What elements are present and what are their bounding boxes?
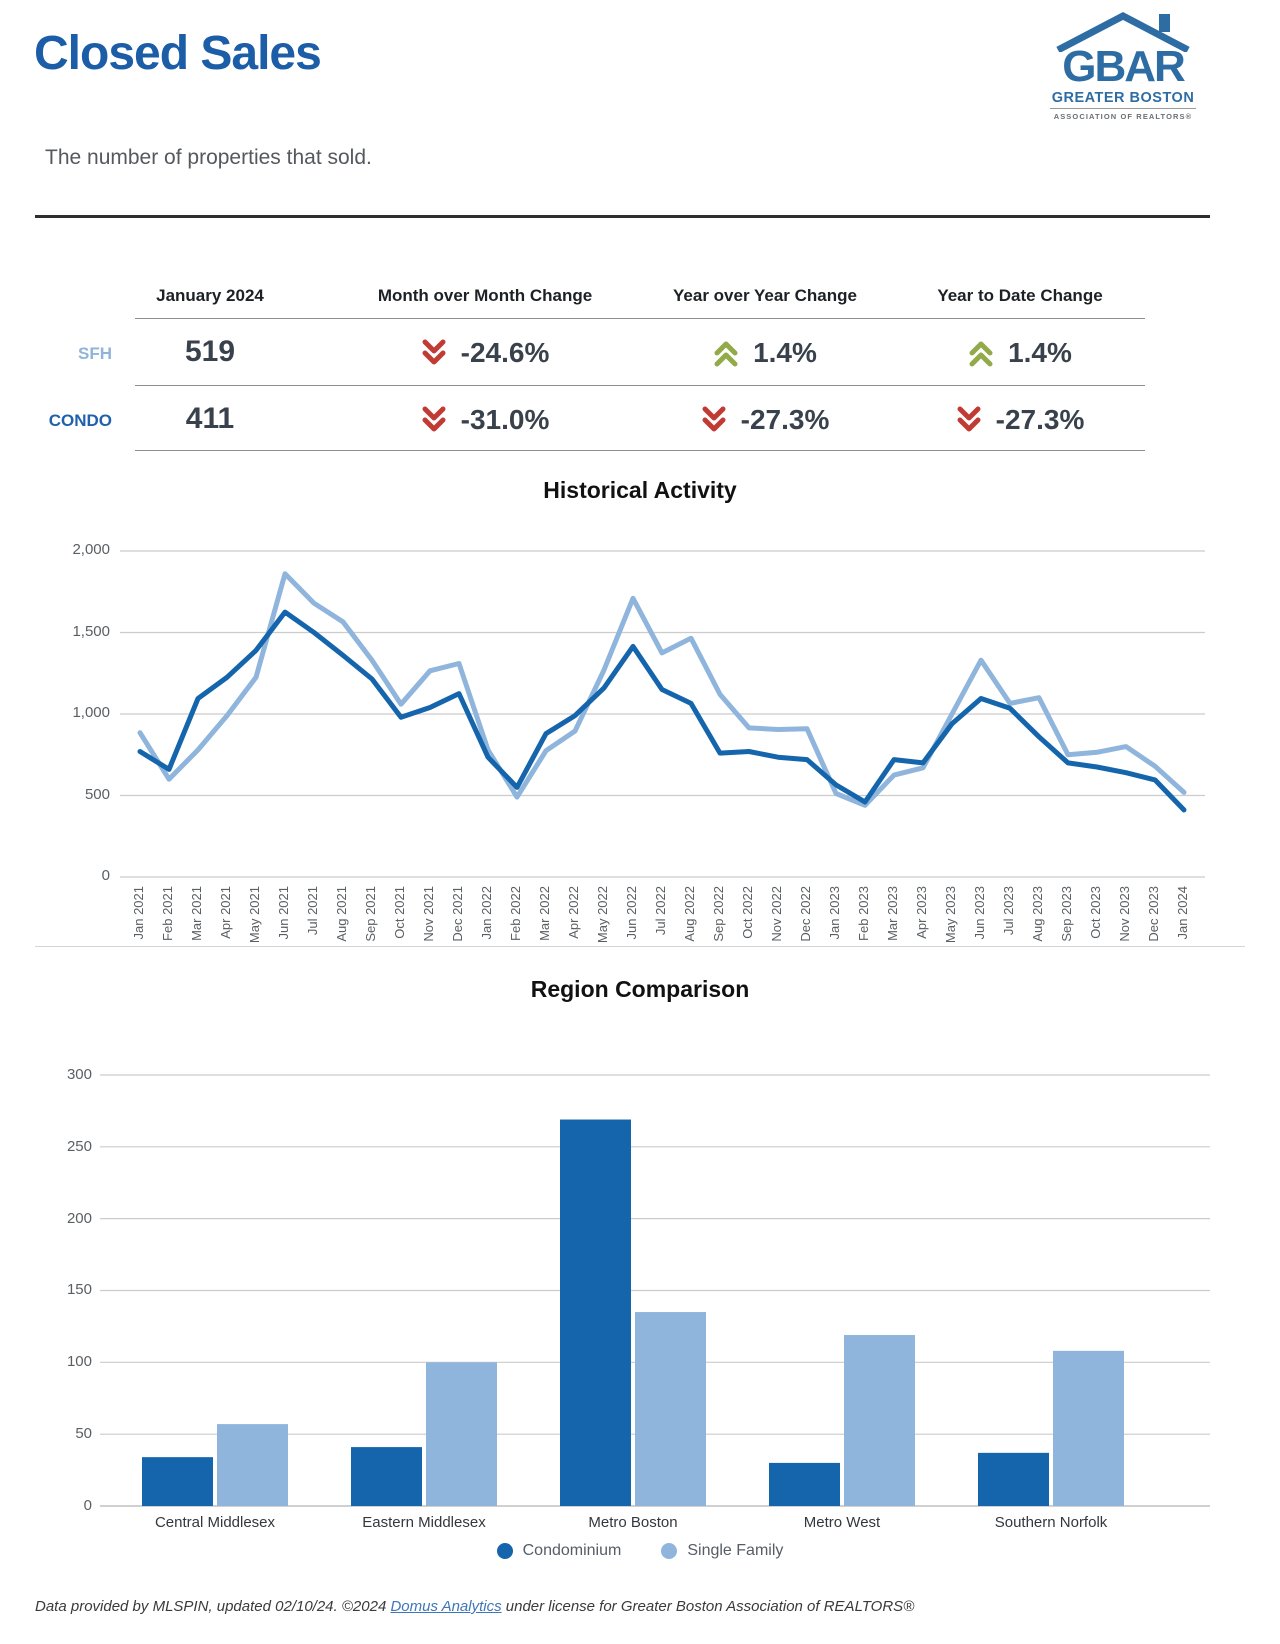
condo-yoy-value: -27.3%: [740, 404, 830, 435]
x-axis-label: Oct 2022: [740, 886, 755, 939]
historical-plot: [120, 530, 1212, 895]
y-axis-label: 500: [84, 785, 110, 803]
x-axis-label: Sep 2023: [1059, 886, 1074, 942]
table-line: [135, 450, 1145, 451]
bar-condominium: [560, 1120, 631, 1506]
sfh-mom-cell: [345, 333, 625, 373]
condo-mom-cell: [345, 400, 625, 440]
sfh-ytd-cell: [895, 333, 1145, 373]
table-line: [135, 385, 1145, 386]
sfh-ytd-value: 1.4%: [1008, 337, 1072, 368]
y-axis-label: 250: [66, 1137, 92, 1155]
x-axis-label: Jul 2021: [305, 886, 320, 936]
logo-acronym: GBAR: [1062, 42, 1184, 91]
x-axis-label: Feb 2023: [856, 886, 871, 941]
bar-single-family: [426, 1362, 497, 1506]
page-subtitle: The number of properties that sold.: [45, 146, 372, 169]
bar-single-family: [844, 1335, 915, 1506]
bar-single-family: [1053, 1351, 1124, 1506]
sfh-yoy-chevron-icon: [713, 338, 739, 368]
x-axis-label: Mar 2023: [885, 886, 900, 941]
y-axis-label: 0: [83, 1497, 92, 1514]
header-rule: [35, 215, 1210, 218]
y-axis-label: 300: [66, 1065, 92, 1083]
condo-ytd-chevron-icon: [956, 405, 982, 435]
gbar-logo: [1038, 12, 1208, 122]
bar-single-family: [635, 1312, 706, 1506]
legend-label: Condominium: [522, 1542, 622, 1559]
condo-yoy-chevron-icon: [701, 405, 727, 435]
logo-org-name: GREATER BOSTON: [1051, 90, 1195, 106]
bar-condominium: [978, 1453, 1049, 1506]
y-axis-label: 1,500: [72, 622, 110, 640]
category-label: Southern Norfolk: [994, 1514, 1108, 1531]
row-label-sfh: SFH: [78, 344, 112, 363]
x-axis-label: Oct 2023: [1088, 886, 1103, 939]
x-axis-label: Jul 2022: [653, 886, 668, 936]
x-axis-label: Oct 2021: [392, 886, 407, 939]
category-label: Central Middlesex: [154, 1514, 276, 1531]
x-axis-label: Jan 2022: [479, 886, 494, 940]
category-label: Metro Boston: [588, 1514, 678, 1531]
x-axis-label: Jun 2022: [624, 886, 639, 940]
bar-condominium: [142, 1457, 213, 1506]
bar-single-family: [217, 1424, 288, 1506]
x-axis-label: Mar 2021: [189, 886, 204, 941]
category-label: Metro West: [803, 1514, 881, 1531]
condo-ytd-value: -27.3%: [995, 404, 1085, 435]
logo-org-subtitle: ASSOCIATION OF REALTORS®: [1053, 112, 1193, 121]
sfh-yoy-value: 1.4%: [753, 337, 817, 368]
y-axis-label: 2,000: [72, 541, 110, 558]
page-title: Closed Sales: [34, 27, 321, 80]
category-label: Eastern Middlesex: [362, 1514, 486, 1531]
chart-legend: [0, 1542, 1280, 1560]
sfh-mom-chevron-icon: [421, 338, 447, 368]
region-plot: [100, 1070, 1214, 1512]
x-axis-label: Mar 2022: [537, 886, 552, 941]
x-axis-label: Sep 2022: [711, 886, 726, 942]
y-axis-label: 0: [101, 867, 110, 884]
condo-count: 411: [185, 402, 235, 435]
table-line: [135, 318, 1145, 319]
sfh-ytd-chevron-icon: [968, 338, 994, 368]
x-axis-label: Jan 2023: [827, 886, 842, 940]
x-axis-label: Sep 2021: [363, 886, 378, 942]
x-axis-label: May 2021: [247, 886, 262, 944]
x-axis-label: Jun 2021: [276, 886, 291, 940]
column-header-ytd: Year to Date Change: [937, 286, 1103, 305]
y-axis-label: 50: [75, 1425, 92, 1443]
y-axis-label: 200: [66, 1209, 92, 1227]
section-divider: [35, 946, 1245, 947]
x-axis-label: Jun 2023: [972, 886, 987, 940]
x-axis-label: Aug 2022: [682, 886, 697, 942]
x-axis-label: Aug 2021: [334, 886, 349, 942]
x-axis-label: Jan 2021: [131, 886, 146, 940]
x-axis-label: Jul 2023: [1001, 886, 1016, 936]
condo-yoy-cell: [640, 400, 890, 440]
condominium-swatch-icon: [497, 1543, 513, 1559]
region-chart-title: Region Comparison: [530, 976, 750, 1002]
bar-condominium: [769, 1463, 840, 1506]
logo-separator: [1050, 108, 1196, 109]
column-header-mom: Month over Month Change: [377, 286, 593, 305]
x-axis-label: Nov 2021: [421, 886, 436, 942]
legend-item-single-family: [661, 1542, 783, 1560]
x-axis-label: Apr 2021: [218, 886, 233, 939]
x-axis-label: Jan 2024: [1175, 886, 1190, 940]
x-axis-label: Dec 2023: [1146, 886, 1161, 942]
x-axis-label: Feb 2021: [160, 886, 175, 941]
x-axis-label: May 2022: [595, 886, 610, 944]
column-header-month: January 2024: [156, 286, 264, 305]
line-series-condominium: [140, 612, 1184, 810]
x-axis-label: Nov 2023: [1117, 886, 1132, 942]
x-axis-label: Aug 2023: [1030, 886, 1045, 942]
condo-mom-value: -31.0%: [460, 404, 550, 435]
column-header-yoy: Year over Year Change: [673, 286, 857, 305]
bar-condominium: [351, 1447, 422, 1506]
condo-ytd-cell: [895, 400, 1145, 440]
sfh-yoy-cell: [640, 333, 890, 373]
footer-text: under license for Greater Boston Association of REALTORS®: [501, 1598, 915, 1615]
domus-analytics-link[interactable]: Domus Analytics: [390, 1598, 502, 1615]
y-axis-label: 100: [66, 1353, 92, 1371]
legend-item-condominium: [497, 1542, 622, 1560]
x-axis-label: Apr 2022: [566, 886, 581, 939]
y-axis-label: 150: [66, 1281, 92, 1299]
condo-mom-chevron-icon: [421, 405, 447, 435]
single-family-swatch-icon: [661, 1543, 677, 1559]
row-label-condo: CONDO: [48, 411, 112, 430]
x-axis-label: Apr 2023: [914, 886, 929, 939]
y-axis-label: 1,000: [72, 704, 110, 721]
x-axis-label: Nov 2022: [769, 886, 784, 942]
sfh-count: 519: [184, 335, 236, 368]
sfh-mom-value: -24.6%: [460, 337, 550, 368]
historical-chart-title: Historical Activity: [543, 477, 737, 503]
x-axis-label: Dec 2022: [798, 886, 813, 942]
legend-label: Single Family: [687, 1542, 784, 1559]
x-axis-label: Feb 2022: [508, 886, 523, 941]
footer-attribution: [35, 1598, 1235, 1615]
x-axis-label: May 2023: [943, 886, 958, 944]
x-axis-label: Dec 2021: [450, 886, 465, 942]
footer-text: Data provided by MLSPIN, updated 02/10/24. ©2024: [35, 1598, 391, 1615]
